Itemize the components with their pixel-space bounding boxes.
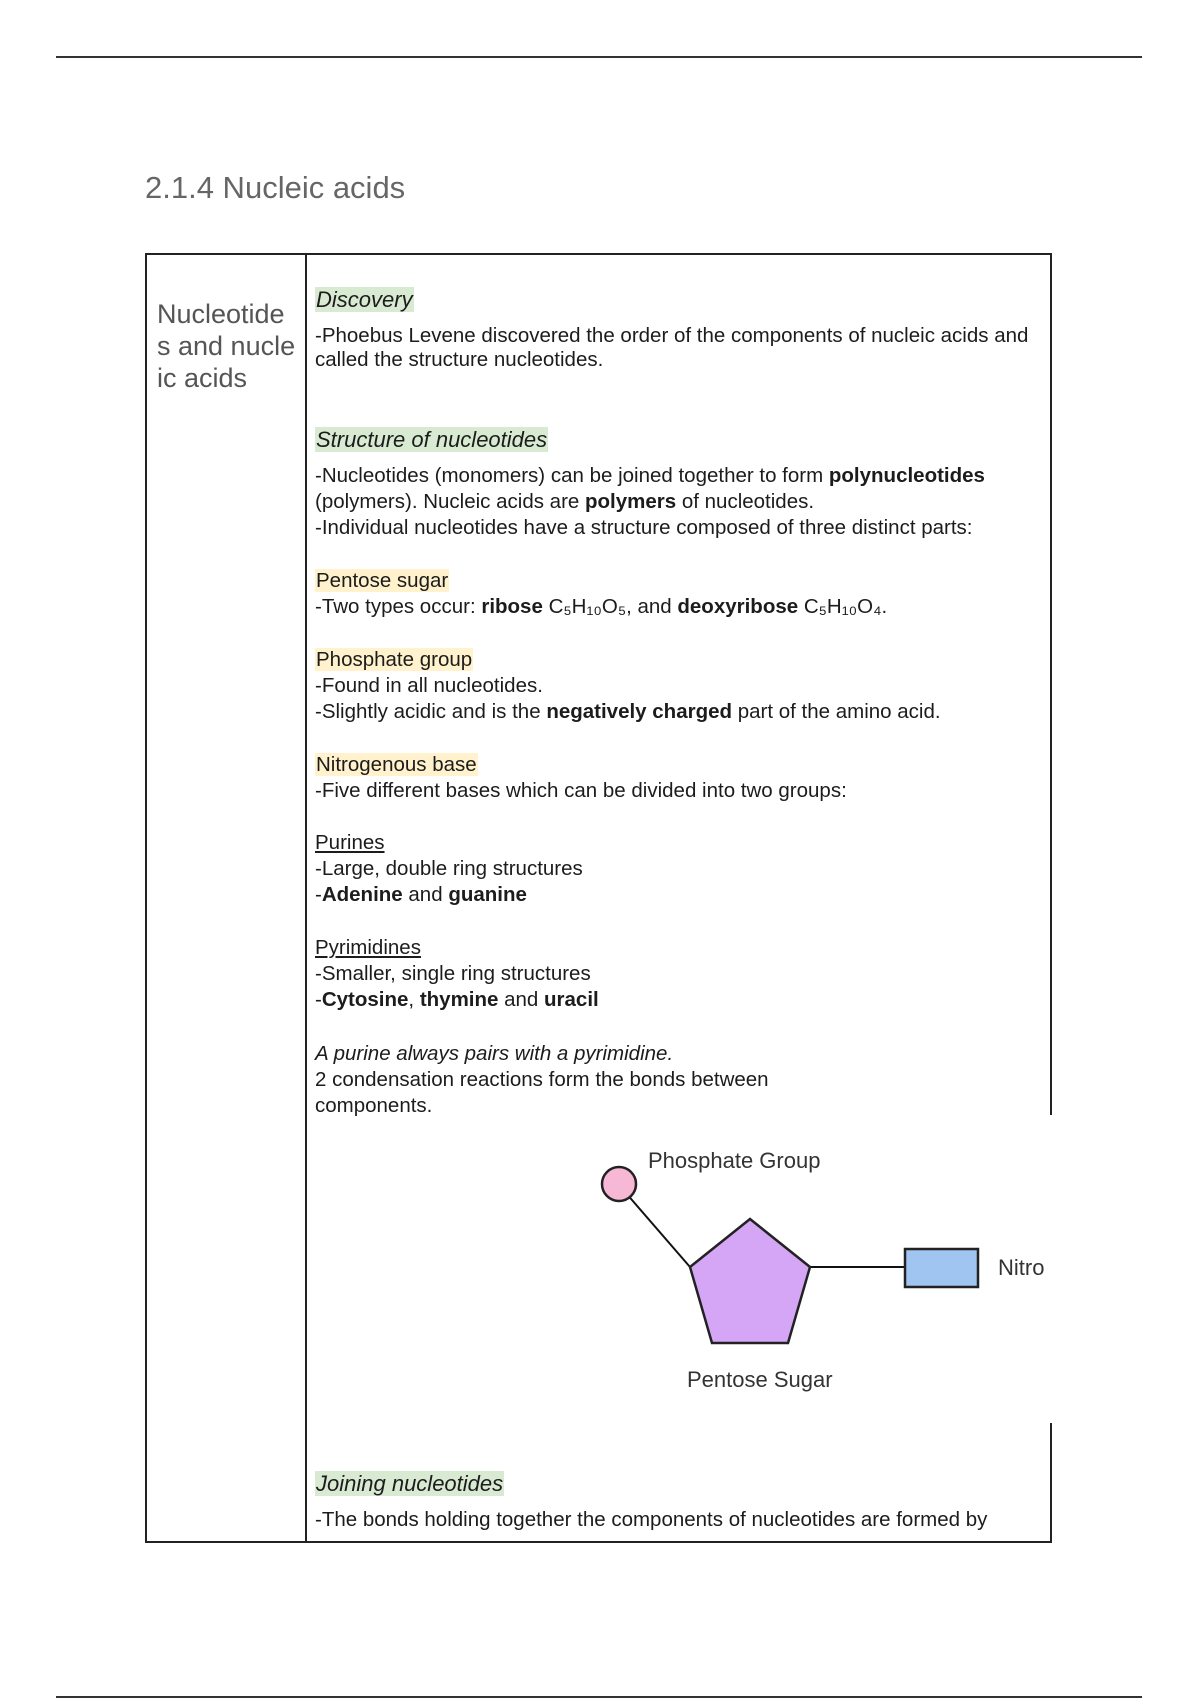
pyrimidines-heading: Pyrimidines <box>315 936 421 959</box>
uracil-term: uracil <box>544 988 599 1011</box>
pairing-text-line3: components. <box>315 1094 433 1117</box>
base-label: Nitro <box>998 1255 1045 1280</box>
purines-heading: Purines <box>315 831 385 854</box>
structure-text: -Nucleotides (monomers) can be joined together to form <box>315 464 829 487</box>
adenine-term: Adenine <box>321 883 403 906</box>
negatively-charged-term: negatively charged <box>546 700 733 723</box>
cytosine-term: Cytosine <box>321 988 409 1011</box>
bottom-rule <box>56 1696 1142 1698</box>
pyrimidines-text: , <box>408 988 420 1011</box>
pyrimidines-section <box>315 935 599 1013</box>
pentose-heading: Pentose sugar <box>316 569 449 592</box>
structure-heading: Structure of nucleotides <box>316 427 548 452</box>
discovery-section <box>315 287 414 314</box>
pentose-section <box>315 568 887 620</box>
pyrimidines-text: -Smaller, single ring structures <box>315 962 591 985</box>
pairing-rule: A purine always pairs with a pyrimidine. <box>315 1042 674 1065</box>
joining-section <box>315 1471 504 1498</box>
phosphate-text: -Slightly acidic and is the <box>315 700 547 723</box>
phosphate-circle <box>602 1167 636 1201</box>
phosphate-text-line1: -Found in all nucleotides. <box>315 674 543 697</box>
phosphate-text: part of the amino acid. <box>732 700 941 723</box>
nitrogen-section <box>315 752 847 804</box>
pentose-pentagon <box>690 1219 810 1343</box>
thymine-term: thymine <box>419 988 499 1011</box>
structure-text: (polymers). Nucleic acids are <box>315 490 585 513</box>
discovery-heading: Discovery <box>316 287 413 312</box>
pyrimidines-dash: - <box>315 988 322 1011</box>
joining-heading: Joining nucleotides <box>316 1471 504 1496</box>
pairing-section <box>315 1041 769 1119</box>
nucleotide-svg <box>315 1125 1065 1415</box>
pentose-text: , and <box>626 595 678 618</box>
purines-dash: - <box>315 883 322 906</box>
notes-table <box>145 253 1052 1543</box>
phosphate-heading: Phosphate group <box>316 648 473 671</box>
nitrogen-heading: Nitrogenous base <box>316 753 477 776</box>
base-rectangle <box>905 1249 978 1287</box>
column-divider <box>305 255 307 1541</box>
discovery-text: -Phoebus Levene discovered the order of the components of nucleic acids and called the structure nucleotides. <box>315 324 1029 371</box>
deoxyribose-formula: C₅H₁₀O₄ <box>803 595 882 618</box>
polynucleotides-term: polynucleotides <box>828 464 985 487</box>
ribose-formula: C₅H₁₀O₅ <box>548 595 627 618</box>
deoxyribose-term: deoxyribose <box>677 595 799 618</box>
purines-text: -Large, double ring structures <box>315 857 583 880</box>
structure-section <box>315 427 548 454</box>
structure-text-line2: -Individual nucleotides have a structure composed of three distinct parts: <box>315 516 973 539</box>
joining-text: -The bonds holding together the components of nucleotides are formed by <box>315 1508 988 1531</box>
top-rule <box>56 56 1142 58</box>
page-title: 2.1.4 Nucleic acids <box>145 170 406 205</box>
nitrogen-text: -Five different bases which can be divided into two groups: <box>315 779 847 802</box>
pyrimidines-text: and <box>498 988 545 1011</box>
purines-section <box>315 830 583 908</box>
nucleotide-diagram <box>315 1125 1065 1415</box>
pairing-text-line2: 2 condensation reactions form the bonds between <box>315 1068 769 1091</box>
polymers-term: polymers <box>585 490 677 513</box>
pentose-text: . <box>881 595 888 618</box>
structure-text: of nucleotides. <box>676 490 815 513</box>
purines-text: and <box>402 883 449 906</box>
structure-paragraph <box>315 463 1045 541</box>
sugar-label: Pentose Sugar <box>687 1367 833 1392</box>
pentose-text: -Two types occur: <box>315 595 482 618</box>
phosphate-label: Phosphate Group <box>648 1148 821 1173</box>
row-label: Nucleotides and nucleic acids <box>157 299 296 393</box>
guanine-term: guanine <box>448 883 527 906</box>
phosphate-section <box>315 647 941 725</box>
ribose-term: ribose <box>481 595 543 618</box>
